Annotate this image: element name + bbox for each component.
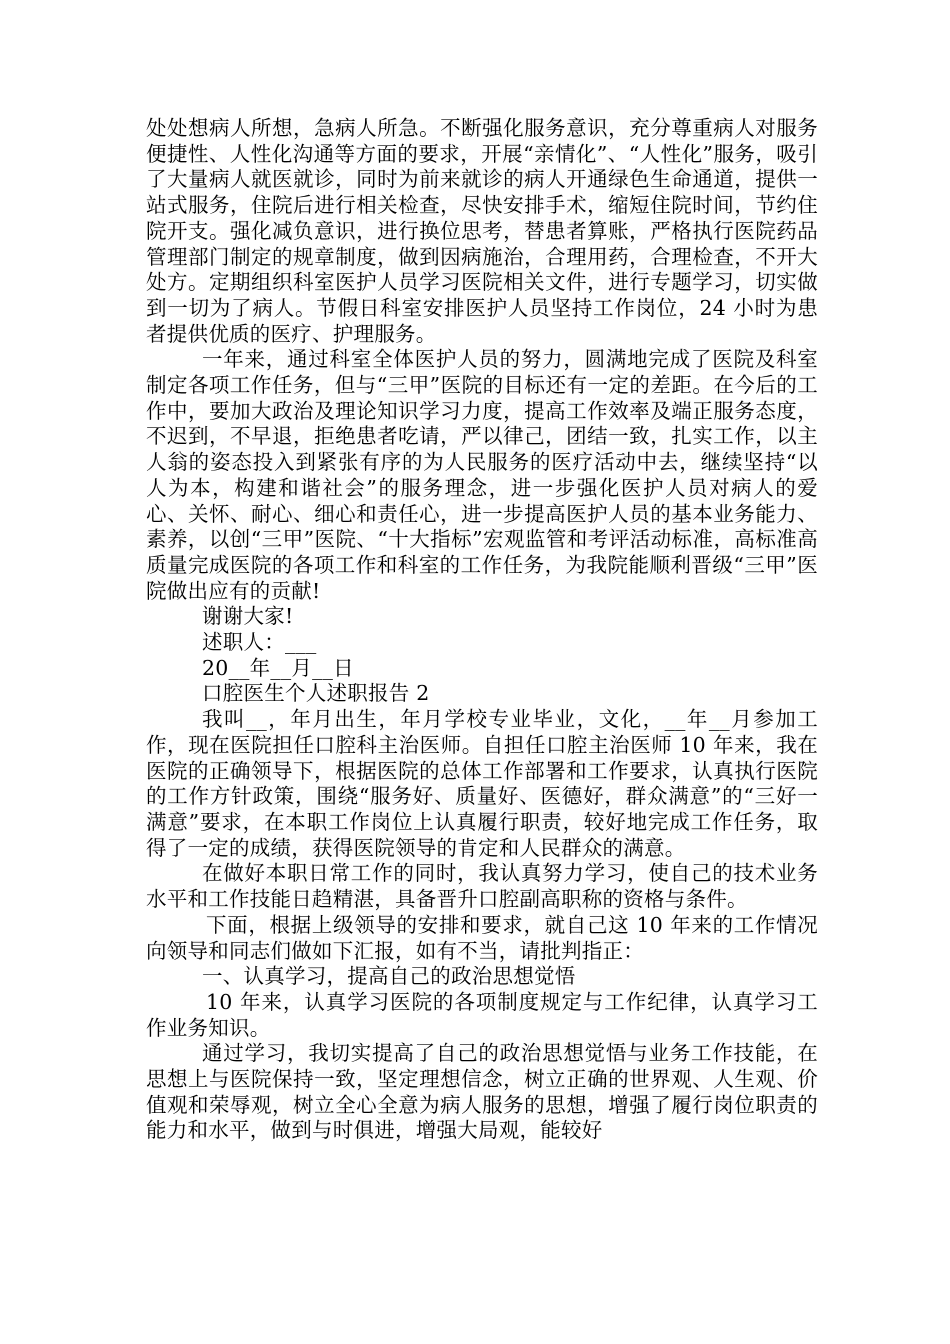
paragraph-reporter: 述职人：___: [202, 630, 317, 655]
paragraph-study: 在做好本职日常工作的同时，我认真努力学习，使自己的技术业务水平和工作技能日趋精湛，具备晋升口腔副高职称的资格与条件。: [146, 861, 818, 912]
document-page: [146, 116, 818, 1144]
paragraph-date: 20__年__月__日: [202, 655, 354, 680]
paragraph-ten-years: 10 年来，认真学习医院的各项制度规定与工作纪律，认真学习工作业务知识。: [146, 989, 818, 1040]
paragraph-thanks: 谢谢大家!: [202, 604, 294, 629]
paragraph-self-introduction: 我叫__，年月出生，年月学校专业毕业，文化，__年__月参加工作，现在医院担任口腔科主治医师。自担任口腔主治医师 10 年来，我在医院的正确领导下，根据医院的总体工作部署和工作要求，认真执行医院的工作方针政策，围绕“服务好、质量好、医德好，群众满意”的“三好一满意”要求，在本职工作岗位上认真履行职责，较好地完成工作任务，取得了一定的成绩，获得医院领导的肯定和人民群众的满意。: [146, 707, 818, 860]
paragraph-service-awareness: 处处想病人所想，急病人所急。不断强化服务意识，充分尊重病人对服务便捷性、人性化沟通等方面的要求，开展“亲情化”、“人性化”服务，吸引了大量病人就医就诊，同时为前来就诊的病人开通绿色生命通道，提供一站式服务，住院后进行相关检查，尽快安排手术，缩短住院时间，节约住院开支。强化减负意识，进行换位思考，替患者算账，严格执行医院药品管理部门制定的规章制度，做到因病施治，合理用药，合理检查，不开大处方。定期组织科室医护人员学习医院相关文件，进行专题学习，切实做到一切为了病人。节假日科室安排医护人员坚持工作岗位，24 小时为患者提供优质的医疗、护理服务。: [146, 116, 818, 346]
section-heading-1: 一、认真学习，提高自己的政治思想觉悟: [202, 964, 576, 989]
paragraph-year-summary: 一年来，通过科室全体医护人员的努力，圆满地完成了医院及科室制定各项工作任务，但与“三甲”医院的目标还有一定的差距。在今后的工作中，要加大政治及理论知识学习力度，提高工作效率及端正服务态度，不迟到，不早退，拒绝患者吃请，严以律己，团结一致，扎实工作，以主人翁的姿态投入到紧张有序的为人民服务的医疗活动中去，继续坚持“以人为本，构建和谐社会”的服务理念，进一步强化医护人员对病人的爱心、关怀、耐心、细心和责任心，进一步提高医护人员的基本业务能力、素养，以创“三甲”医院、“十大指标”宏观监管和考评活动标准，高标准高质量完成医院的各项工作和科室的工作任务，为我院能顺利晋级“三甲”医院做出应有的贡献!: [146, 347, 818, 603]
report-title: 口腔医生个人述职报告 2: [202, 681, 430, 706]
paragraph-report-intro: 下面，根据上级领导的安排和要求，就自己这 10 年来的工作情况向领导和同志们做如下汇报，如有不当，请批判指正：: [146, 912, 818, 963]
paragraph-study-result: 通过学习，我切实提高了自己的政治思想觉悟与业务工作技能，在思想上与医院保持一致，坚定理想信念，树立正确的世界观、人生观、价值观和荣辱观，树立全心全意为病人服务的思想，增强了履行岗位职责的能力和水平，做到与时俱进，增强大局观，能较好: [146, 1041, 818, 1143]
